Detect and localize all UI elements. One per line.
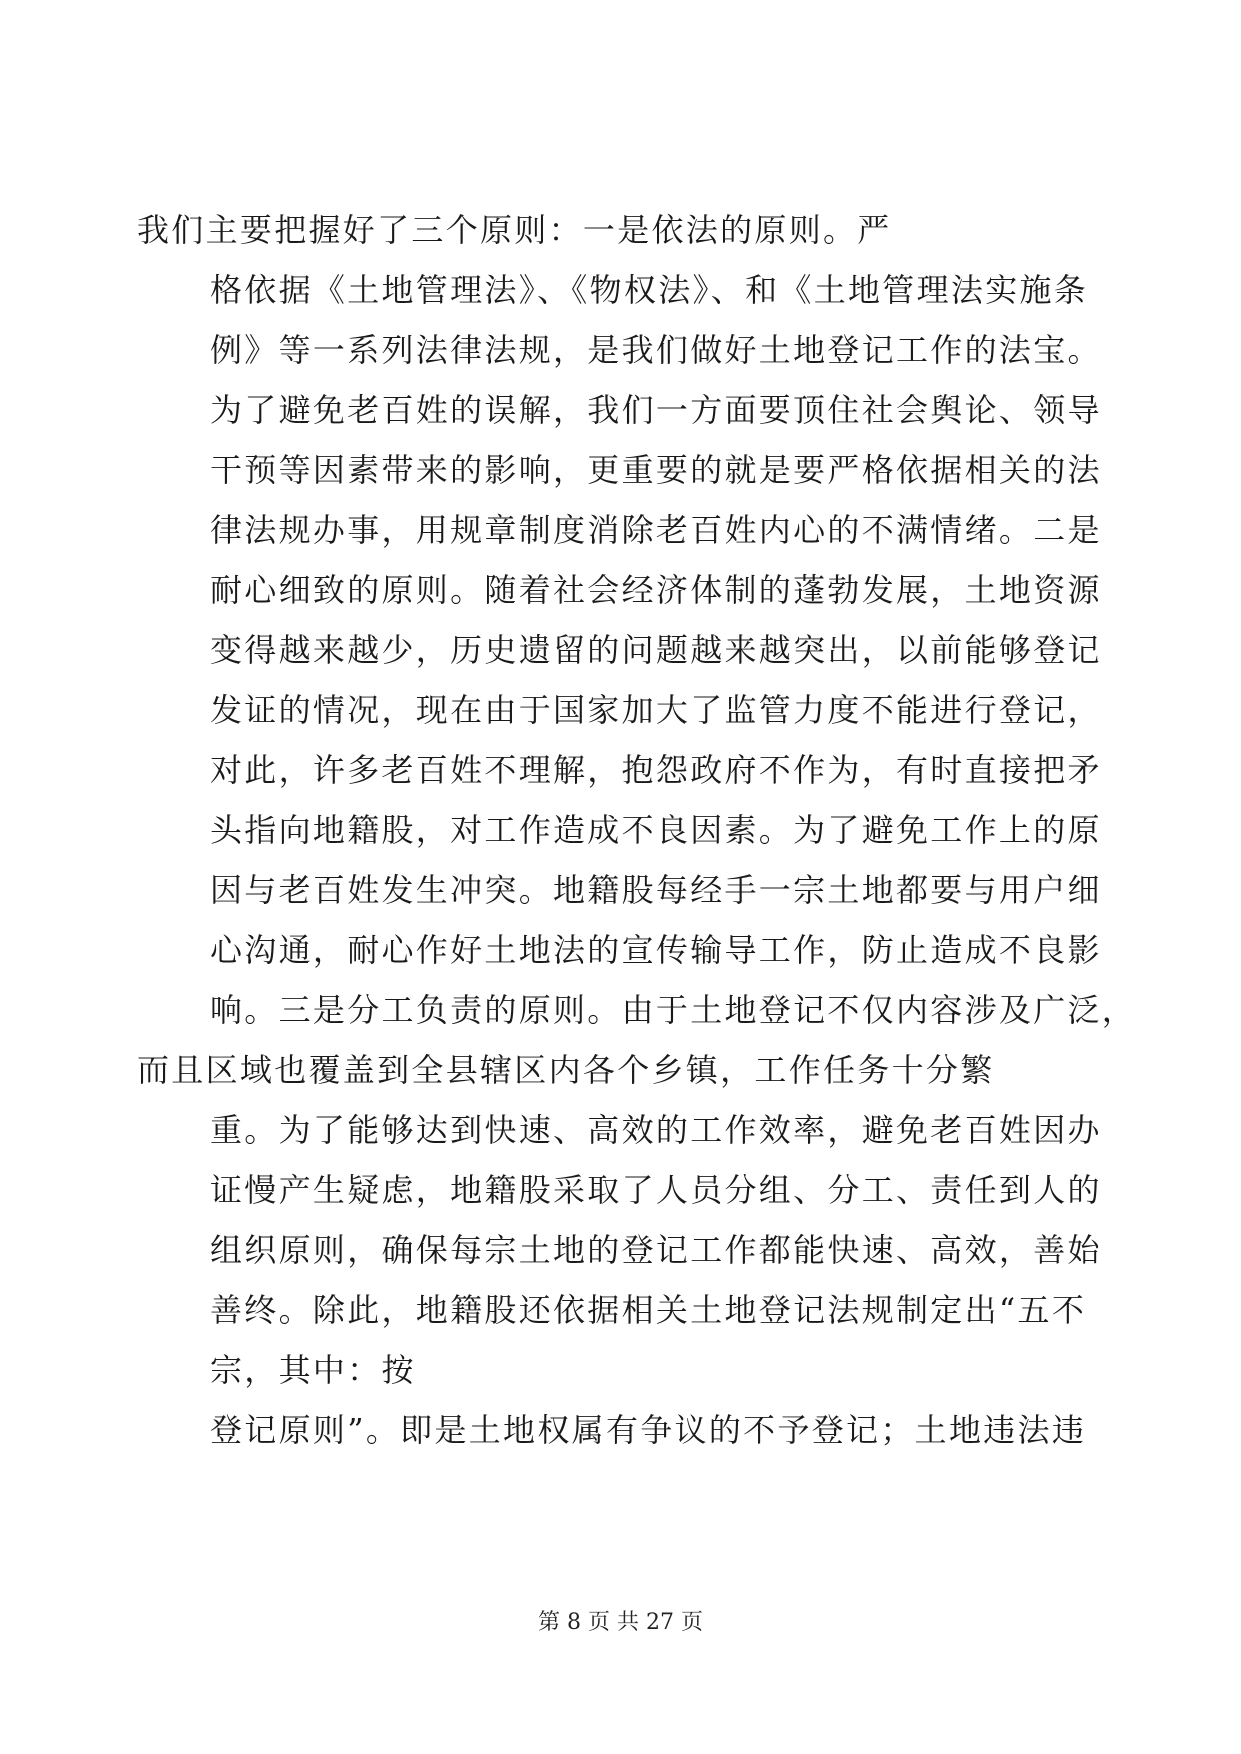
text-line-6: 律法规办事，用规章制度消除老百姓内心的不满情绪。二是 [210,511,1102,549]
text-line-8: 变得越来越少，历史遗留的问题越来越突出，以前能够登记 [210,631,1102,669]
text-line-7: 耐心细致的原则。随着社会经济体制的蓬勃发展，土地资源 [210,571,1102,609]
text-line-21: 登记原则”。即是土地权属有争议的不予登记；土地违法违 [210,1411,1087,1449]
text-line-4: 为了避免老百姓的误解，我们一方面要顶住社会舆论、领导 [210,391,1102,429]
text-line-9: 发证的情况，现在由于国家加大了监管力度不能进行登记， [210,691,1102,729]
text-line-1: 我们主要把握好了三个原则：一是依法的原则。严 [137,211,892,249]
text-line-11: 头指向地籍股，对工作造成不良因素。为了避免工作上的原 [210,811,1102,849]
page-number-footer: 第 8 页 共 27 页 [538,1610,703,1635]
text-line-12: 因与老百姓发生冲突。地籍股每经手一宗土地都要与用户细 [210,871,1102,909]
text-line-15: 而且区域也覆盖到全县辖区内各个乡镇，工作任务十分繁 [137,1051,995,1089]
text-line-2: 格依据《土地管理法》、《物权法》、和《土地管理法实施条 [210,271,1089,309]
text-line-17: 证慢产生疑虑，地籍股采取了人员分组、分工、责任到人的 [210,1171,1102,1209]
text-line-20: 宗，其中：按 [210,1351,416,1389]
text-line-10: 对此，许多老百姓不理解，抱怨政府不作为，有时直接把矛 [210,751,1102,789]
text-line-5: 干预等因素带来的影响，更重要的就是要严格依据相关的法 [210,451,1102,489]
text-line-16: 重。为了能够达到快速、高效的工作效率，避免老百姓因办 [210,1111,1102,1149]
text-line-13: 心沟通，耐心作好土地法的宣传输导工作，防止造成不良影 [210,931,1102,969]
text-line-3: 例》等一系列法律法规，是我们做好土地登记工作的法宝。 [210,331,1102,369]
text-line-14: 响。三是分工负责的原则。由于土地登记不仅内容涉及广泛， [210,991,1137,1029]
text-line-18: 组织原则，确保每宗土地的登记工作都能快速、高效，善始 [210,1231,1102,1269]
text-line-19: 善终。除此，地籍股还依据相关土地登记法规制定出“五不 [210,1291,1087,1329]
